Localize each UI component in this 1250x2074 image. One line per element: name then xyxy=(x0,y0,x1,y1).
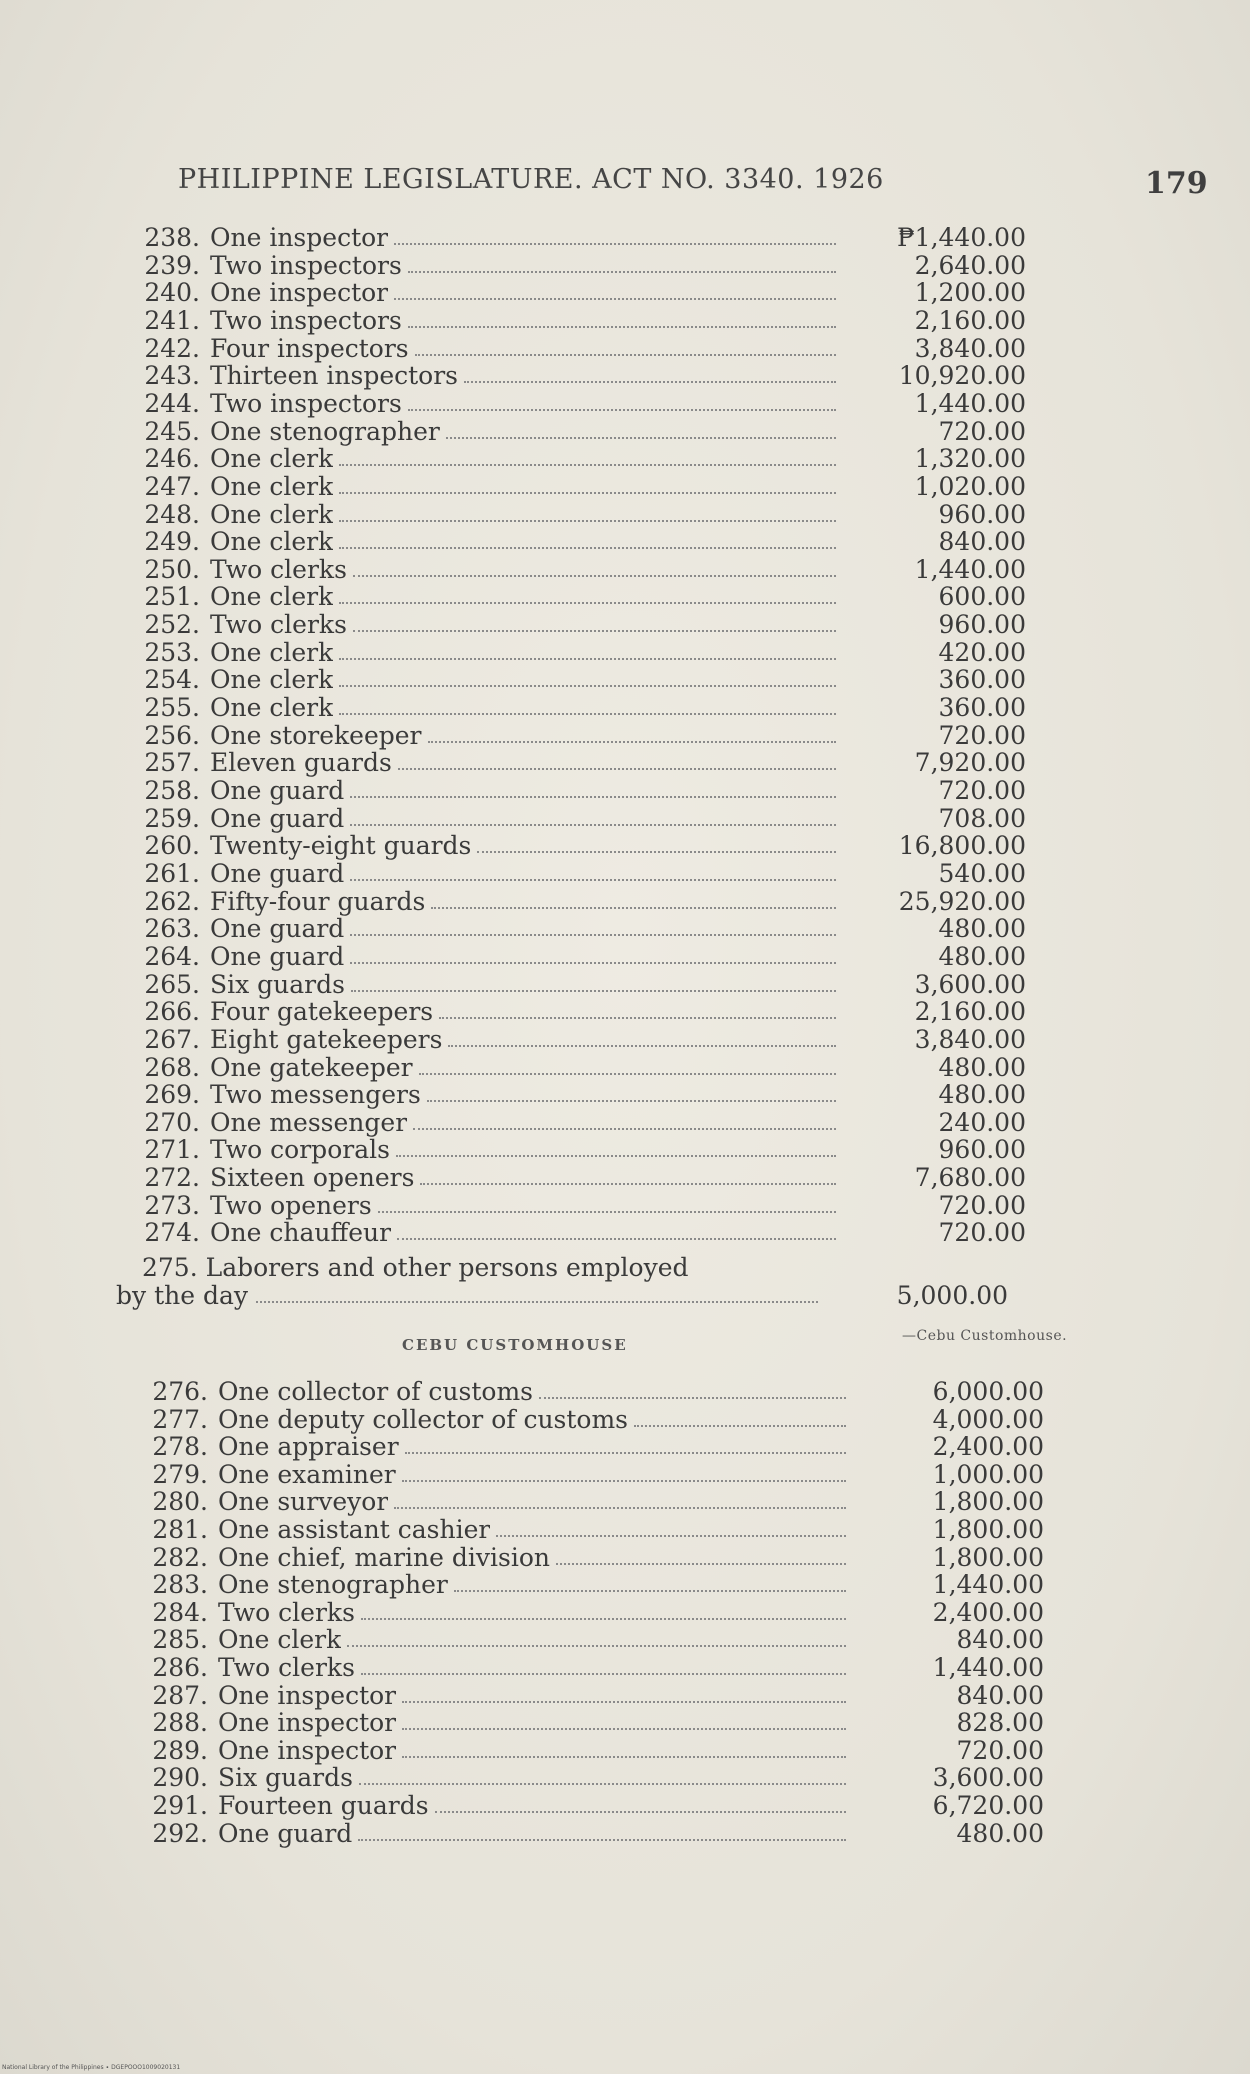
entry-description: Two messengers xyxy=(210,1081,421,1110)
entry-row xyxy=(140,1218,1026,1248)
entry-amount: 720.00 xyxy=(956,1735,1044,1765)
leader-dots xyxy=(361,1618,846,1620)
entry-description: One messenger xyxy=(210,1108,408,1137)
leader-dots xyxy=(402,1701,846,1703)
entry-number: 257. xyxy=(144,748,200,778)
leader-dots xyxy=(408,409,836,411)
leader-dots xyxy=(397,1238,836,1240)
entry-row xyxy=(140,941,1026,971)
entry-number: 240. xyxy=(144,278,200,308)
entry-row xyxy=(140,610,1026,640)
leader-dots xyxy=(415,354,836,356)
leader-dots xyxy=(378,1211,836,1213)
leader-dots xyxy=(435,1811,846,1813)
entry-number: 261. xyxy=(144,858,200,888)
entry-row xyxy=(140,803,1026,833)
entry-row xyxy=(140,1163,1026,1193)
entry-amount: 480.00 xyxy=(938,941,1026,971)
entry-number: 285. xyxy=(152,1625,208,1655)
entry-description: One chief, marine division xyxy=(218,1543,550,1572)
entry-amount: 25,920.00 xyxy=(898,886,1026,916)
entry-amount: 720.00 xyxy=(938,1190,1026,1220)
leader-dots xyxy=(402,1728,846,1730)
entry-row xyxy=(148,1818,1044,1848)
entry-row xyxy=(140,278,1026,308)
leader-dots xyxy=(350,962,836,964)
entry-number: 239. xyxy=(144,250,200,280)
entry-number: 258. xyxy=(144,776,200,805)
entry-description: One guard xyxy=(218,1819,353,1848)
entry-description: Two openers xyxy=(210,1191,372,1220)
entry-row xyxy=(148,1791,1044,1820)
entry-number: 290. xyxy=(152,1763,208,1793)
entry-number: 256. xyxy=(144,720,200,750)
entry-275-line2 xyxy=(116,1281,1008,1310)
entry-row xyxy=(148,1459,1044,1489)
entry-description: Fifty-four guards xyxy=(210,887,426,916)
entry-amount: 1,000.00 xyxy=(932,1459,1044,1489)
entry-description: One clerk xyxy=(210,445,334,474)
entry-number: 270. xyxy=(144,1107,200,1137)
entry-row xyxy=(140,471,1026,501)
entry-row xyxy=(148,1653,1044,1682)
entry-row xyxy=(148,1625,1044,1655)
entry-amount: 720.00 xyxy=(938,416,1026,446)
entry-amount: 960.00 xyxy=(938,1135,1026,1165)
entry-amount: 1,800.00 xyxy=(932,1487,1044,1517)
leader-dots xyxy=(408,271,836,273)
leader-dots xyxy=(464,381,836,383)
entry-number: 262. xyxy=(144,886,200,916)
leader-dots xyxy=(339,713,836,715)
entry-row xyxy=(148,1570,1044,1600)
leader-dots xyxy=(398,768,836,770)
entry-description: Six guards xyxy=(210,970,345,999)
entry-row xyxy=(140,858,1026,888)
leader-dots xyxy=(350,824,836,826)
entry-amount: 960.00 xyxy=(938,610,1026,640)
entry-amount: 16,800.00 xyxy=(898,831,1026,861)
entry-number: 245. xyxy=(144,416,200,446)
entry-number: 276. xyxy=(152,1377,208,1406)
entry-row xyxy=(140,693,1026,723)
entry-description: One deputy collector of customs xyxy=(218,1405,629,1434)
entry-row xyxy=(148,1735,1044,1765)
entry-row xyxy=(140,250,1026,280)
entry-row xyxy=(140,776,1026,805)
entry-row xyxy=(140,1190,1026,1220)
leader-dots xyxy=(339,520,836,522)
entry-description: One gatekeeper xyxy=(210,1053,413,1082)
entry-number: 251. xyxy=(144,582,200,612)
entry-row xyxy=(148,1708,1044,1738)
entry-number: 249. xyxy=(144,527,200,557)
entry-description: One guard xyxy=(210,777,345,805)
entry-row xyxy=(140,1080,1026,1110)
entry-description: One stenographer xyxy=(218,1571,448,1600)
entry-amount: 1,320.00 xyxy=(914,444,1026,474)
entry-amount: 480.00 xyxy=(938,1080,1026,1110)
entry-number: 243. xyxy=(144,361,200,391)
entry-row xyxy=(140,499,1026,529)
leader-dots xyxy=(350,879,836,881)
leader-dots xyxy=(339,492,836,494)
entry-row xyxy=(140,831,1026,861)
entry-amount: ₱1,440.00 xyxy=(897,223,1026,252)
leader-dots xyxy=(420,1183,836,1185)
entry-number: 278. xyxy=(152,1432,208,1462)
entry-number: 252. xyxy=(144,610,200,640)
entry-amount: 420.00 xyxy=(938,637,1026,667)
entry-amount: 2,640.00 xyxy=(914,250,1026,280)
entry-number: 260. xyxy=(144,831,200,861)
entry-description: One clerk xyxy=(210,472,334,501)
leader-dots xyxy=(556,1563,846,1565)
entry-description: Fourteen guards xyxy=(218,1792,429,1820)
entry-description: Two inspectors xyxy=(210,306,402,335)
entry-description: One inspector xyxy=(218,1736,397,1765)
entry-row xyxy=(140,305,1026,335)
entry-row xyxy=(148,1680,1044,1710)
entry-row xyxy=(140,637,1026,667)
entry-row xyxy=(140,444,1026,474)
entry-description: Twenty-eight guards xyxy=(210,832,472,861)
entry-amount: 480.00 xyxy=(938,914,1026,944)
entry-description: One surveyor xyxy=(218,1488,389,1517)
leader-dots xyxy=(339,685,836,687)
entry-number: 253. xyxy=(144,637,200,667)
entry-amount: 2,400.00 xyxy=(932,1432,1044,1462)
entry-number: 263. xyxy=(144,914,200,944)
leader-dots xyxy=(339,602,836,604)
entry-number: 274. xyxy=(144,1218,200,1248)
section-title: CEBU CUSTOMHOUSE xyxy=(402,1336,628,1354)
entry-number: 268. xyxy=(144,1052,200,1082)
entry-row xyxy=(148,1597,1044,1627)
entry-amount: 7,680.00 xyxy=(914,1163,1026,1193)
leader-dots xyxy=(339,658,836,660)
entry-description: Six guards xyxy=(218,1764,353,1793)
entry-number: 277. xyxy=(152,1404,208,1434)
leader-dots xyxy=(539,1397,846,1399)
entry-number: 267. xyxy=(144,1024,200,1054)
entry-description: One assistant cashier xyxy=(218,1516,491,1544)
leader-dots xyxy=(347,1645,846,1647)
leader-dots xyxy=(402,1480,846,1482)
entry-amount: 6,720.00 xyxy=(932,1791,1044,1820)
entry-description: One collector of customs xyxy=(218,1378,533,1406)
entry-number: 254. xyxy=(144,665,200,695)
entry-amount: 840.00 xyxy=(956,1625,1044,1655)
entry-description: One inspector xyxy=(218,1709,397,1738)
entry-amount: 2,400.00 xyxy=(932,1597,1044,1627)
entry-amount: 2,160.00 xyxy=(914,997,1026,1027)
entry-number: 246. xyxy=(144,444,200,474)
entry-amount: 3,840.00 xyxy=(914,1024,1026,1054)
leader-dots xyxy=(446,437,836,439)
entry-number: 281. xyxy=(152,1515,208,1544)
entry-row xyxy=(140,416,1026,446)
entry-description: Thirteen inspectors xyxy=(210,362,459,391)
leader-dots xyxy=(419,1073,836,1075)
entry-amount: 720.00 xyxy=(938,720,1026,750)
entry-description: One guard xyxy=(210,942,345,971)
entry-description: One stenographer xyxy=(210,417,440,446)
leader-dots xyxy=(405,1452,846,1454)
leader-dots xyxy=(413,1128,836,1130)
entry-description: Two corporals xyxy=(210,1136,390,1165)
entry-number: 266. xyxy=(144,997,200,1027)
entry-description: Two inspectors xyxy=(210,251,402,280)
entry-amount: 540.00 xyxy=(938,858,1026,888)
entry-description: One clerk xyxy=(210,694,334,723)
entry-row xyxy=(140,886,1026,916)
leader-dots xyxy=(431,907,836,909)
leader-dots xyxy=(454,1590,846,1592)
entry-description: One clerk xyxy=(218,1626,342,1655)
leader-dots xyxy=(402,1756,846,1758)
page-number: 179 xyxy=(1145,166,1208,201)
entry-description: One chauffeur xyxy=(210,1219,392,1248)
entry-row xyxy=(140,554,1026,584)
leader-dots xyxy=(408,326,836,328)
entry-amount: 1,200.00 xyxy=(914,278,1026,308)
entry-amount: 240.00 xyxy=(938,1107,1026,1137)
entry-description: One guard xyxy=(210,804,345,833)
entry-description-cont: by the day xyxy=(116,1281,248,1310)
entry-amount: 600.00 xyxy=(938,582,1026,612)
entry-description: Eleven guards xyxy=(210,749,392,778)
leader-dots xyxy=(448,1045,836,1047)
leader-dots xyxy=(634,1425,846,1427)
page-header: PHILIPPINE LEGISLATURE. ACT NO. 3340. 1926 xyxy=(178,164,884,195)
entry-number: 283. xyxy=(152,1570,208,1600)
entry-number: 248. xyxy=(144,499,200,529)
entry-amount: 10,920.00 xyxy=(898,361,1026,391)
leader-dots xyxy=(394,1507,846,1509)
entry-row xyxy=(148,1432,1044,1462)
entry-amount: 840.00 xyxy=(956,1680,1044,1710)
entry-row xyxy=(140,333,1026,363)
entry-number: 271. xyxy=(144,1135,200,1165)
entry-number: 280. xyxy=(152,1487,208,1517)
leader-dots xyxy=(394,298,836,300)
entry-description: Sixteen openers xyxy=(210,1164,415,1193)
entry-number: 286. xyxy=(152,1653,208,1682)
entry-description: Laborers and other persons employed xyxy=(205,1253,689,1282)
entry-description: Two clerks xyxy=(218,1598,355,1627)
margin-note: —Cebu Customhouse. xyxy=(902,1328,1068,1344)
entry-row xyxy=(148,1763,1044,1793)
entry-number: 269. xyxy=(144,1080,200,1110)
entry-amount: 3,600.00 xyxy=(932,1763,1044,1793)
entry-number: 255. xyxy=(144,693,200,723)
leader-dots xyxy=(394,243,836,245)
entry-description: One guard xyxy=(210,915,345,944)
entry-number: 291. xyxy=(152,1791,208,1820)
entry-description: One examiner xyxy=(218,1460,396,1489)
entry-amount: 1,020.00 xyxy=(914,471,1026,501)
entry-amount: 4,000.00 xyxy=(932,1404,1044,1434)
leader-dots xyxy=(339,464,836,466)
leader-dots xyxy=(496,1535,846,1537)
entry-row xyxy=(140,361,1026,391)
entry-description: One inspector xyxy=(210,224,389,252)
entry-amount: 720.00 xyxy=(938,1218,1026,1248)
entry-description: One clerk xyxy=(210,500,334,529)
entry-number: 241. xyxy=(144,305,200,335)
leader-dots xyxy=(428,741,837,743)
entry-description: One clerk xyxy=(210,528,334,557)
entry-number: 244. xyxy=(144,388,200,418)
leader-dots xyxy=(339,547,836,549)
entry-number: 272. xyxy=(144,1163,200,1193)
entry-number: 279. xyxy=(152,1459,208,1489)
leader-dots xyxy=(427,1100,836,1102)
entry-number: 238. xyxy=(144,223,200,252)
leader-dots xyxy=(439,1017,836,1019)
entry-row xyxy=(148,1542,1044,1572)
entry-description: Two clerks xyxy=(218,1654,355,1682)
entry-number: 288. xyxy=(152,1708,208,1738)
entry-description: Two inspectors xyxy=(210,389,402,418)
entry-row xyxy=(140,388,1026,418)
entry-amount: 828.00 xyxy=(956,1708,1044,1738)
entry-description: One inspector xyxy=(218,1681,397,1710)
leader-dots xyxy=(359,1783,846,1785)
entry-amount: 840.00 xyxy=(938,527,1026,557)
entry-description: Two clerks xyxy=(210,555,347,584)
entry-number: 292. xyxy=(152,1818,208,1848)
entry-row xyxy=(140,223,1026,252)
entry-amount: 480.00 xyxy=(956,1818,1044,1848)
leader-dots xyxy=(350,796,836,798)
entry-row xyxy=(140,527,1026,557)
entry-amount: 1,440.00 xyxy=(932,1653,1044,1682)
entry-row xyxy=(140,914,1026,944)
entry-number: 247. xyxy=(144,471,200,501)
footer-credit: National Library of the Philippines ∙ DGEPOOO1009020131 xyxy=(2,2064,181,2071)
leader-dots xyxy=(256,1301,818,1303)
entry-row xyxy=(140,582,1026,612)
entry-amount: 360.00 xyxy=(938,693,1026,723)
entry-description: One storekeeper xyxy=(210,721,422,750)
entry-row xyxy=(140,1107,1026,1137)
entry-row xyxy=(140,720,1026,750)
entry-description: One appraiser xyxy=(218,1433,399,1462)
entry-number: 284. xyxy=(152,1597,208,1627)
leader-dots xyxy=(396,1155,836,1157)
entry-number: 287. xyxy=(152,1680,208,1710)
leader-dots xyxy=(477,851,836,853)
entry-amount: 360.00 xyxy=(938,665,1026,695)
entry-row xyxy=(140,997,1026,1027)
entry-275-line1 xyxy=(142,1254,689,1282)
entry-number: 289. xyxy=(152,1735,208,1765)
entry-amount: 960.00 xyxy=(938,499,1026,529)
entry-amount: 1,440.00 xyxy=(914,388,1026,418)
entry-amount: 1,800.00 xyxy=(932,1515,1044,1544)
entry-row xyxy=(140,1024,1026,1054)
leader-dots xyxy=(353,575,836,577)
entry-row xyxy=(148,1515,1044,1544)
entry-description: Four gatekeepers xyxy=(210,998,434,1027)
entry-amount: 6,000.00 xyxy=(932,1377,1044,1406)
entry-row xyxy=(140,969,1026,999)
entry-number: 242. xyxy=(144,333,200,363)
entry-amount: 3,840.00 xyxy=(914,333,1026,363)
entry-description: Two clerks xyxy=(210,611,347,640)
entry-amount: 708.00 xyxy=(938,803,1026,833)
entry-description: One clerk xyxy=(210,583,334,612)
entry-number: 282. xyxy=(152,1542,208,1572)
leader-dots xyxy=(358,1839,846,1841)
entry-description: One clerk xyxy=(210,638,334,667)
entry-amount: 3,600.00 xyxy=(914,969,1026,999)
entry-number: 259. xyxy=(144,803,200,833)
entry-description: One inspector xyxy=(210,279,389,308)
entry-amount: 2,160.00 xyxy=(914,305,1026,335)
entry-row xyxy=(148,1487,1044,1517)
leader-dots xyxy=(353,630,836,632)
entry-number: 265. xyxy=(144,969,200,999)
entry-amount: 1,440.00 xyxy=(914,554,1026,584)
entry-amount: 480.00 xyxy=(938,1052,1026,1082)
entry-number: 275. xyxy=(142,1253,198,1282)
entry-row xyxy=(140,665,1026,695)
entry-row xyxy=(140,1135,1026,1165)
entry-description: One guard xyxy=(210,859,345,888)
entry-number: 250. xyxy=(144,554,200,584)
entry-row xyxy=(140,748,1026,778)
entry-row xyxy=(148,1404,1044,1434)
entry-description: Four inspectors xyxy=(210,334,409,363)
entry-description: Eight gatekeepers xyxy=(210,1025,443,1054)
entry-number: 264. xyxy=(144,941,200,971)
entry-amount: 5,000.00 xyxy=(896,1281,1008,1310)
entry-amount: 1,800.00 xyxy=(932,1542,1044,1572)
entry-amount: 720.00 xyxy=(938,776,1026,805)
entry-amount: 1,440.00 xyxy=(932,1570,1044,1600)
leader-dots xyxy=(350,934,836,936)
leader-dots xyxy=(351,990,836,992)
entry-description: One clerk xyxy=(210,666,334,695)
entry-amount: 7,920.00 xyxy=(914,748,1026,778)
leader-dots xyxy=(361,1673,846,1675)
entry-row xyxy=(140,1052,1026,1082)
entry-row xyxy=(148,1377,1044,1406)
entry-number: 273. xyxy=(144,1190,200,1220)
